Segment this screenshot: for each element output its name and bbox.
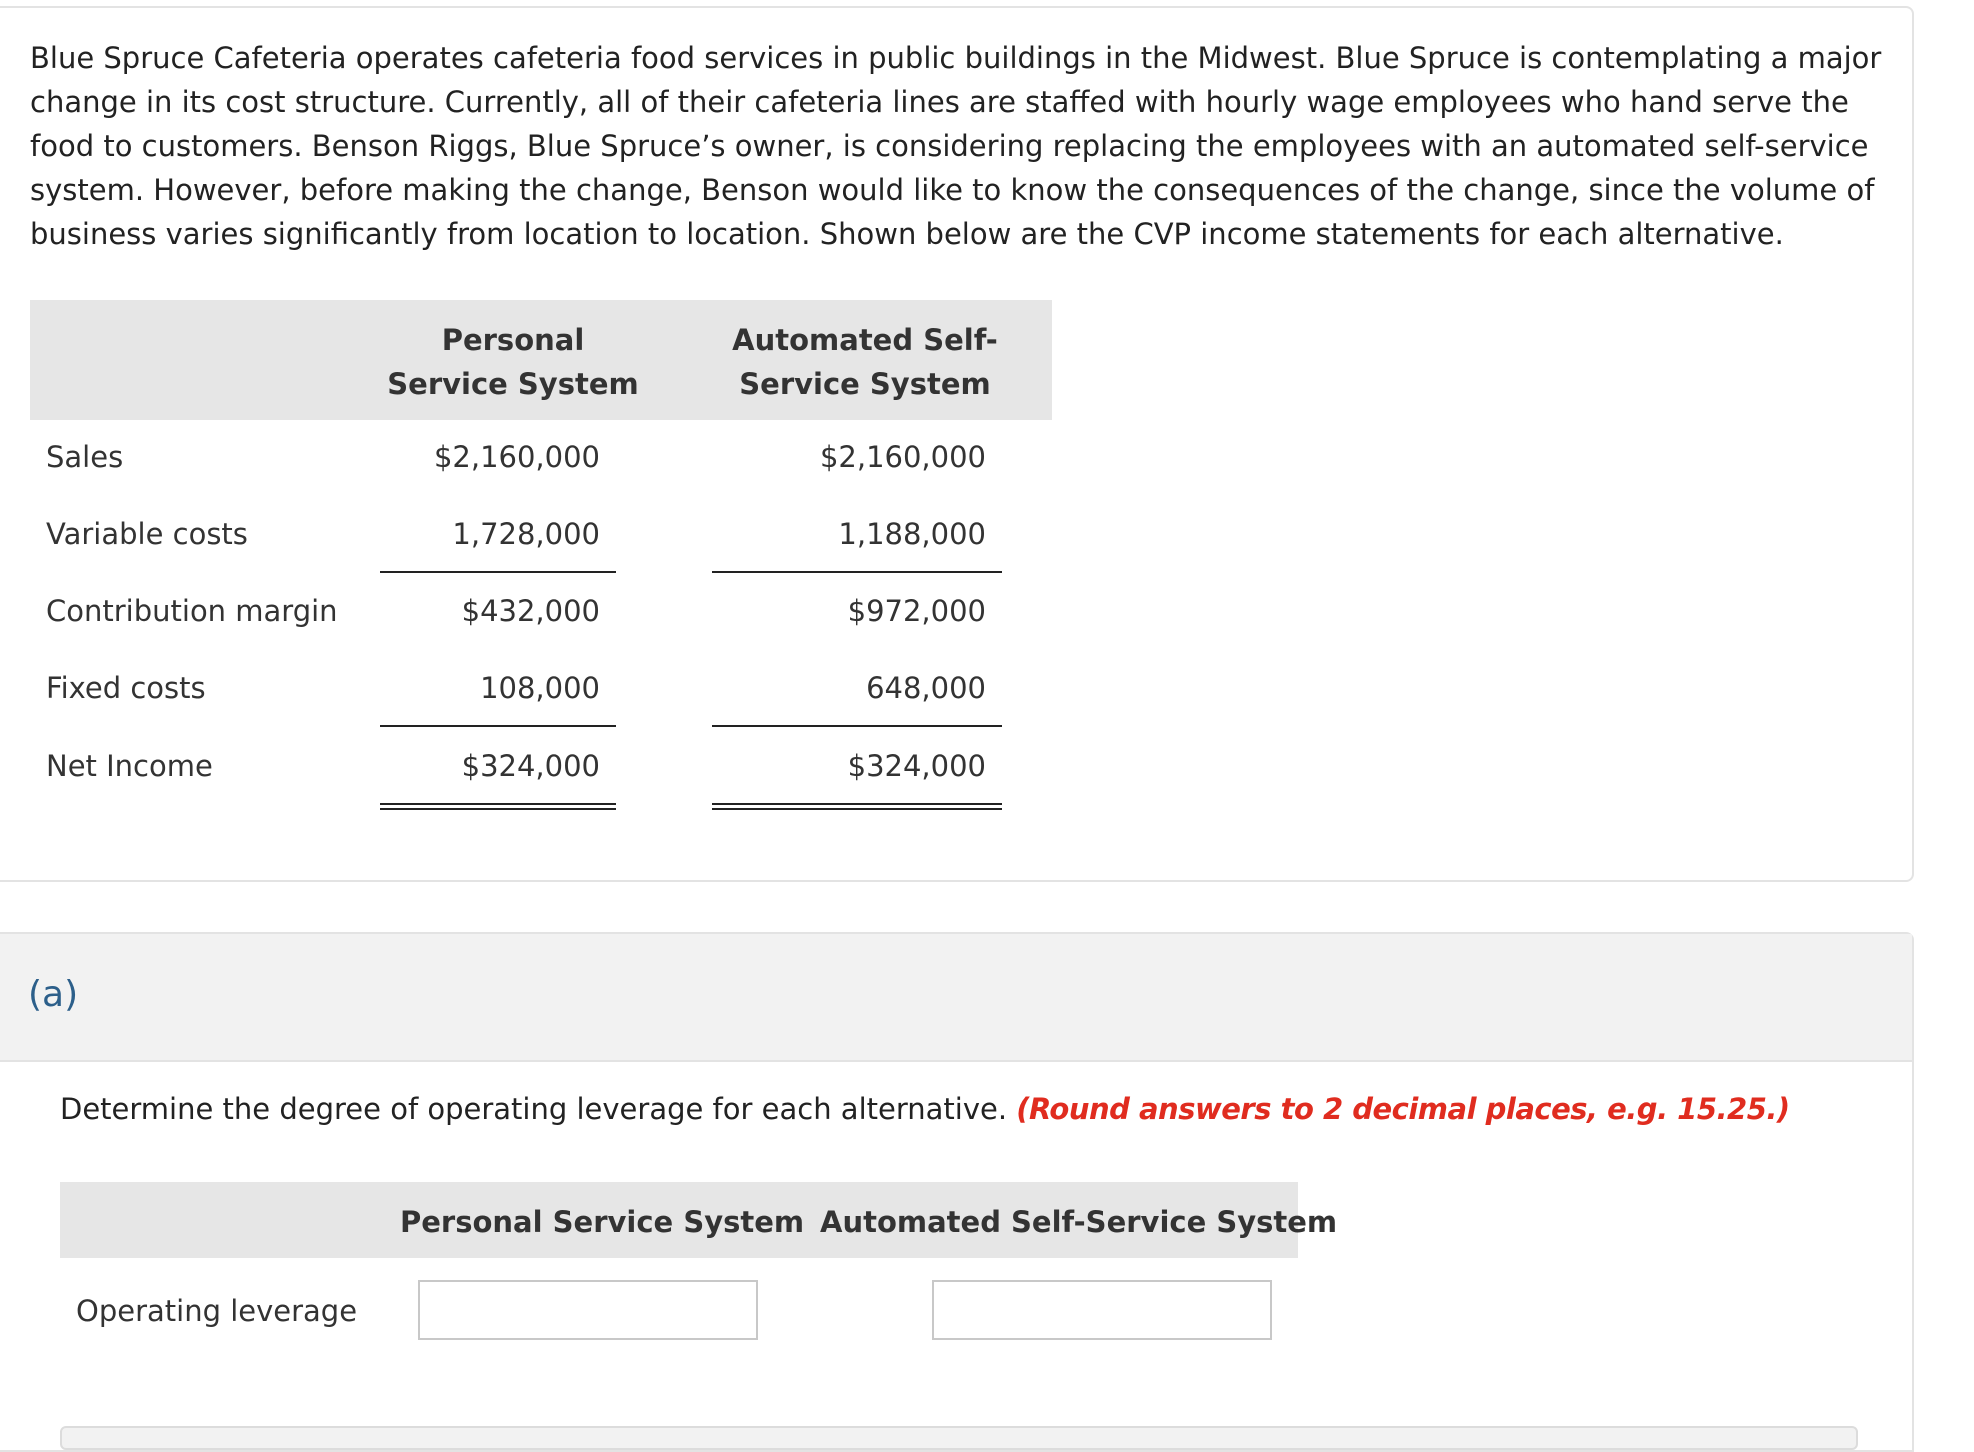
row-label-variable-costs: Variable costs bbox=[46, 517, 248, 551]
underline-variable-personal bbox=[380, 571, 616, 573]
question-text: Determine the degree of operating leverage for each alternative. bbox=[60, 1092, 1008, 1126]
double-underline-net-automated bbox=[712, 803, 1002, 810]
fixed-costs-automated: 648,000 bbox=[866, 671, 986, 705]
underline-fixed-automated bbox=[712, 725, 1002, 727]
row-label-contribution-margin: Contribution margin bbox=[46, 594, 338, 628]
row-label-net-income: Net Income bbox=[46, 749, 213, 783]
answer-col-personal-header: Personal Service System bbox=[400, 1205, 805, 1239]
double-underline-net-personal bbox=[380, 803, 616, 810]
row-label-fixed-costs: Fixed costs bbox=[46, 671, 206, 705]
fixed-costs-personal: 108,000 bbox=[480, 671, 600, 705]
net-income-automated: $324,000 bbox=[847, 749, 986, 783]
underline-variable-automated bbox=[712, 571, 1002, 573]
part-a-header bbox=[0, 934, 1912, 1062]
part-a-question bbox=[60, 1092, 1790, 1126]
underline-fixed-personal bbox=[380, 725, 616, 727]
automated-operating-leverage-input[interactable] bbox=[932, 1280, 1272, 1340]
part-a-label: (a) bbox=[28, 974, 79, 1015]
income-col-automated-header: Automated Self-Service System bbox=[732, 323, 998, 401]
variable-costs-personal: 1,728,000 bbox=[452, 517, 600, 551]
sales-personal: $2,160,000 bbox=[433, 440, 600, 474]
personal-operating-leverage-input[interactable] bbox=[418, 1280, 758, 1340]
net-income-personal: $324,000 bbox=[461, 749, 600, 783]
contribution-margin-automated: $972,000 bbox=[847, 594, 986, 628]
row-label-sales: Sales bbox=[46, 440, 124, 474]
problem-statement: Blue Spruce Cafeteria operates cafeteria food services in public buildings in the Midwest. Blue Spruce is contemplating a major change in its cost structure. Currently, all of their cafeteria lines are staffed with hourly wage employees who hand serve the food to customers. Benson Riggs, Blue Spruce’s owner, is considering replacing the employees with an automated self-service system. However, before making the change, Benson would like to know the consequences of the change, since the volume of business varies significantly from location to location. Shown below are the CVP income statements for each alternative. bbox=[30, 41, 1882, 251]
sales-automated: $2,160,000 bbox=[819, 440, 986, 474]
answer-col-automated-header: Automated Self-Service System bbox=[820, 1205, 1338, 1239]
contribution-margin-personal: $432,000 bbox=[461, 594, 600, 628]
row-label-operating-leverage: Operating leverage bbox=[76, 1294, 358, 1328]
variable-costs-automated: 1,188,000 bbox=[838, 517, 986, 551]
next-section-edge bbox=[60, 1426, 1858, 1450]
income-col-personal-header: Personal Service System bbox=[387, 323, 639, 401]
rounding-hint: (Round answers to 2 decimal places, e.g. 15.25.) bbox=[1016, 1092, 1790, 1126]
